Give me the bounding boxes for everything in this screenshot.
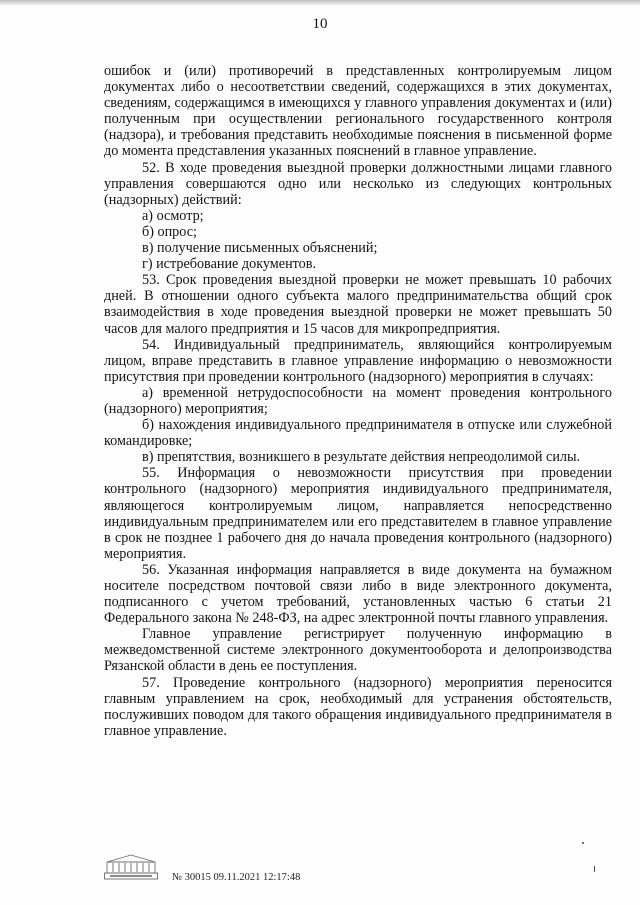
paragraph-56-registration: Главное управление регистрирует полученную информацию в межведомственной системе электронного документооборота и делопроизводства Рязанской области в день ее поступления. <box>104 626 612 675</box>
government-building-stamp-icon <box>104 852 158 880</box>
paragraph-56: 56. Указанная информация направляется в виде документа на бумажном носителе посредством почтовой связи либо в виде электронного документа, подписанного с учетом требований, установленных частью 6 статьи 21 Федерального закона № 248-ФЗ, на адрес электронной почты главного управления. <box>104 561 612 627</box>
paragraph-54-v: в) препятствия, возникшего в результате действия непреодолимой силы. <box>142 449 581 466</box>
paragraph-54-b: б) нахождения индивидуального предпринимателя в отпуске или служебной командировке; <box>104 417 612 450</box>
paragraph-53: 53. Срок проведения выездной проверки не может превышать 10 рабочих дней. В отношении одного субъекта малого предпринимательства общий срок взаимодействия в ходе проведения выездной проверки не может превышать 50 часов для малого предприятия и 15 часов для микропредприятия. <box>104 272 612 337</box>
paragraph-57: 57. Проведение контрольного (надзорного) мероприятия переносится главным управлением на срок, необходимый для устранения обстоятельств, послуживших поводом для такого обращения индивидуального предпринимателя в главное управление. <box>104 674 612 739</box>
paragraph-55: 55. Информация о невозможности присутствия при проведении контрольного (надзорного) мероприятия индивидуального предпринимателя, являющегося контролируемым лицом, направляется непосредственно индивидуальным предпринимателем или его представителем в главное управление в срок не позднее 1 рабочего дня до начала проведения контрольного (надзорного) мероприятия. <box>104 465 612 562</box>
list-item-a: а) осмотр; <box>142 207 204 224</box>
scan-artifact <box>594 866 595 872</box>
paragraph-continuation: ошибок и (или) противоречий в представленных контролируемым лицом документах либо о несоответствии сведений, содержащихся в этих документах, сведениям, содержащимся в имеющихся у главного управления документах и (или) полученным при осуществлении регионального государственного контроля (надзора), и требования представить необходимые пояснения в письменной форме до момента представления указанных пояснений в главное управление. <box>104 63 612 160</box>
document-body <box>104 63 612 739</box>
paragraph-54-a: а) временной нетрудоспособности на момент проведения контрольного (надзорного) мероприятия; <box>104 384 612 417</box>
list-item-b: б) опрос; <box>142 223 197 240</box>
scan-shadow <box>0 0 640 6</box>
page-number: 10 <box>312 16 328 32</box>
paragraph-54: 54. Индивидуальный предприниматель, являющийся контролируемым лицом, вправе представить в главное управление информацию о невозможности присутствия при проведении контрольного (надзорного) мероприятия в случаях: <box>104 336 612 385</box>
document-registration-id: № 30015 09.11.2021 12:17:48 <box>172 872 301 883</box>
scan-artifact <box>582 842 584 844</box>
list-item-v: в) получение письменных объяснений; <box>142 240 378 257</box>
paragraph-52: 52. В ходе проведения выездной проверки должностными лицами главного управления совершаются одно или несколько из следующих контрольных (надзорных) действий: <box>104 159 612 208</box>
list-item-g: г) истребование документов. <box>142 256 317 273</box>
document-footer <box>104 852 344 892</box>
